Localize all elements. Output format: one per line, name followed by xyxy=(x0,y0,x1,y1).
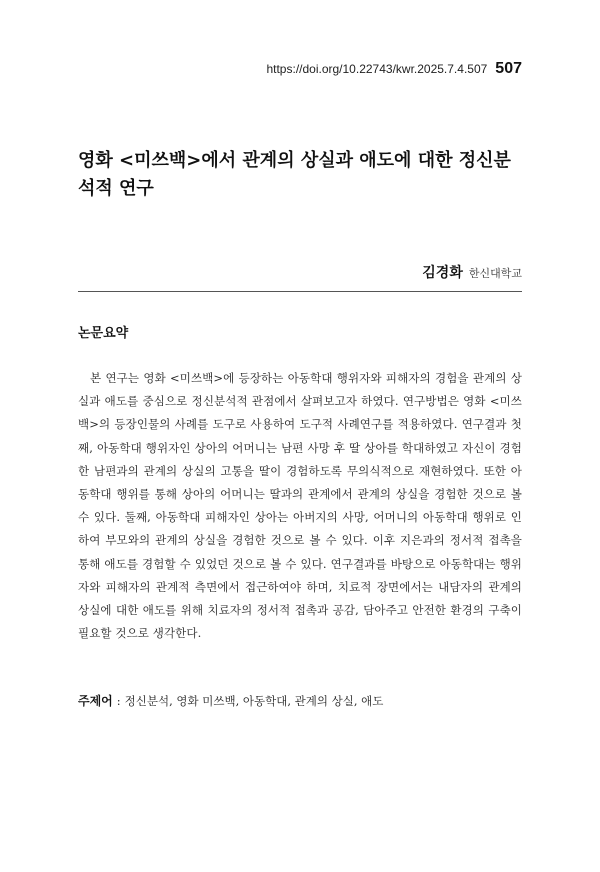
abstract-body: 본 연구는 영화 <미쓰백>에 등장하는 아동학대 행위자와 피해자의 경험을 관계의 상실과 애도를 중심으로 정신분석적 관점에서 살펴보고자 하였다. 연구방법은 영화 <미쓰백>의 등장인물의 사례를 도구로 사용하여 도구적 사례연구를 적용하였다. 연구결과 첫째, 아동학대 행위자인 상아의 어머니는 남편 사망 후 딸 상아를 학대하였고 자신이 경험한 남편과의 관계의 상실의 고통을 딸이 경험하도록 무의식적으로 재현하였다. 또한 아동학대 행위를 통해 상아의 어머니는 딸과의 관계에서 관계의 상실을 경험한 것으로 볼 수 있다. 둘째, 아동학대 피해자인 상아는 아버지의 사망, 어머니의 아동학대 행위로 인하여 부모와의 관계의 상실을 경험한 것으로 볼 수 있다. 이후 지은과의 정서적 접촉을 통해 애도를 경험할 수 있었던 것으로 볼 수 있다. 연구결과를 바탕으로 아동학대는 행위자와 피해자의 관계적 측면에서 접근하여야 하며, 치료적 장면에서는 내담자의 관계의 상실에 대한 애도를 위해 치료자의 정서적 접촉과 공감, 담아주고 안전한 환경의 구축이 필요할 것으로 생각한다. xyxy=(78,371,522,641)
keywords-separator: : xyxy=(116,694,121,708)
author-affiliation: 한신대학교 xyxy=(468,267,522,280)
page-number: 507 xyxy=(495,60,522,77)
author-name: 김경화 xyxy=(422,265,463,281)
page-header xyxy=(266,60,522,78)
header-divider xyxy=(78,291,522,292)
keywords-label: 주제어 xyxy=(78,694,113,708)
author-line xyxy=(422,262,522,282)
paper-title: 영화 <미쓰백>에서 관계의 상실과 애도에 대한 정신분석적 연구 xyxy=(78,150,511,199)
abstract-heading: 논문요약 xyxy=(78,326,129,341)
keywords-text: 정신분석, 영화 미쓰백, 아동학대, 관계의 상실, 애도 xyxy=(124,694,384,708)
doi-link[interactable]: https://doi.org/10.22743/kwr.2025.7.4.507 xyxy=(266,62,488,76)
keywords-line xyxy=(78,692,522,709)
